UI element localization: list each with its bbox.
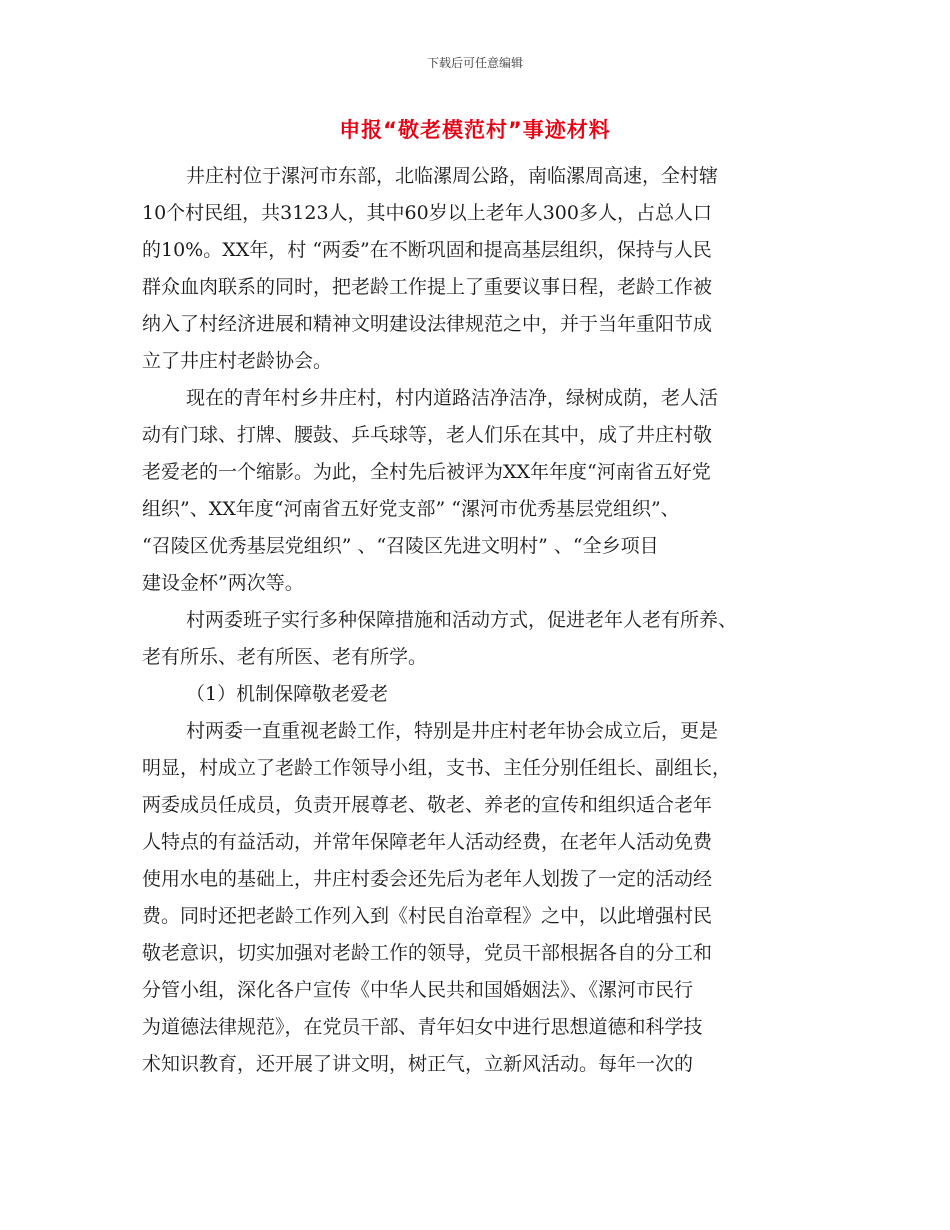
body-line: 老爱老的一个缩影。为此，全村先后被评为XX年年度“河南省五好党 — [142, 461, 711, 483]
body-line: 费。同时还把老龄工作列入到《村民自治章程》之中，以此增强村民 — [142, 905, 713, 927]
body-line: 敬老意识，切实加强对老龄工作的领导，党员干部根据各自的分工和 — [142, 942, 713, 964]
body-line: 组织”、XX年度“河南省五好党支部” “漯河市优秀基层党组织”、 — [142, 498, 680, 520]
page-header-note: 下载后可任意编辑 — [426, 56, 523, 70]
body-line: 立了井庄村老龄协会。 — [142, 350, 333, 372]
body-line: 明显，村成立了老龄工作领导小组，支书、主任分别任组长、副组长， — [142, 757, 732, 779]
body-line: “召陵区优秀基层党组织” 、“召陵区先进文明村” 、“全乡项目 — [142, 535, 659, 557]
body-line: 老有所乐、老有所医、老有所学。 — [142, 646, 428, 668]
body-line: 术知识教育，还开展了讲文明，树正气，立新风活动。每年一次的 — [142, 1053, 694, 1075]
body-line: 为道德法律规范》，在党员干部、青年妇女中进行思想道德和科学技 — [142, 1016, 703, 1038]
body-line: 使用水电的基础上，井庄村委会还先后为老年人划拨了一定的活动经 — [142, 868, 713, 890]
body-line: 的10%。XX年，村 “两委”在不断巩固和提高基层组织，保持与人民 — [142, 239, 712, 261]
body-line: 现在的青年村乡井庄村，村内道路洁净洁净，绿树成荫，老人活 — [186, 387, 719, 409]
body-line: 两委成员任成员，负责开展尊老、敬老、养老的宣传和组织适合老年 — [142, 794, 713, 816]
body-line: 村两委一直重视老龄工作，特别是井庄村老年协会成立后，更是 — [186, 720, 719, 742]
document-body — [142, 158, 818, 1083]
body-line: 10个村民组，共3123人，其中60岁以上老年人300多人，占总人口 — [142, 202, 712, 224]
body-line: 群众血肉联系的同时，把老龄工作提上了重要议事日程，老龄工作被 — [142, 276, 713, 298]
body-line: 动有门球、打牌、腰鼓、乒乓球等，老人们乐在其中，成了井庄村敬 — [142, 424, 713, 446]
body-line: 纳入了村经济进展和精神文明建设法律规范之中，并于当年重阳节成 — [142, 313, 713, 335]
body-line: 村两委班子实行多种保障措施和活动方式，促进老年人老有所养、 — [186, 609, 738, 631]
body-line: 建设金杯”两次等。 — [142, 572, 304, 594]
document-title: 申报“敬老模范村”事迹材料 — [339, 118, 611, 142]
body-line: 分管小组，深化各户宣传《中华人民共和国婚姻法》、《漯河市民行 — [142, 979, 694, 1001]
body-line: 井庄村位于漯河市东部，北临漯周公路，南临漯周高速，全村辖 — [186, 165, 719, 187]
section-heading: （1）机制保障敬老爱老 — [186, 683, 389, 705]
body-line: 人特点的有益活动，并常年保障老年人活动经费，在老年人活动免费 — [142, 831, 713, 853]
